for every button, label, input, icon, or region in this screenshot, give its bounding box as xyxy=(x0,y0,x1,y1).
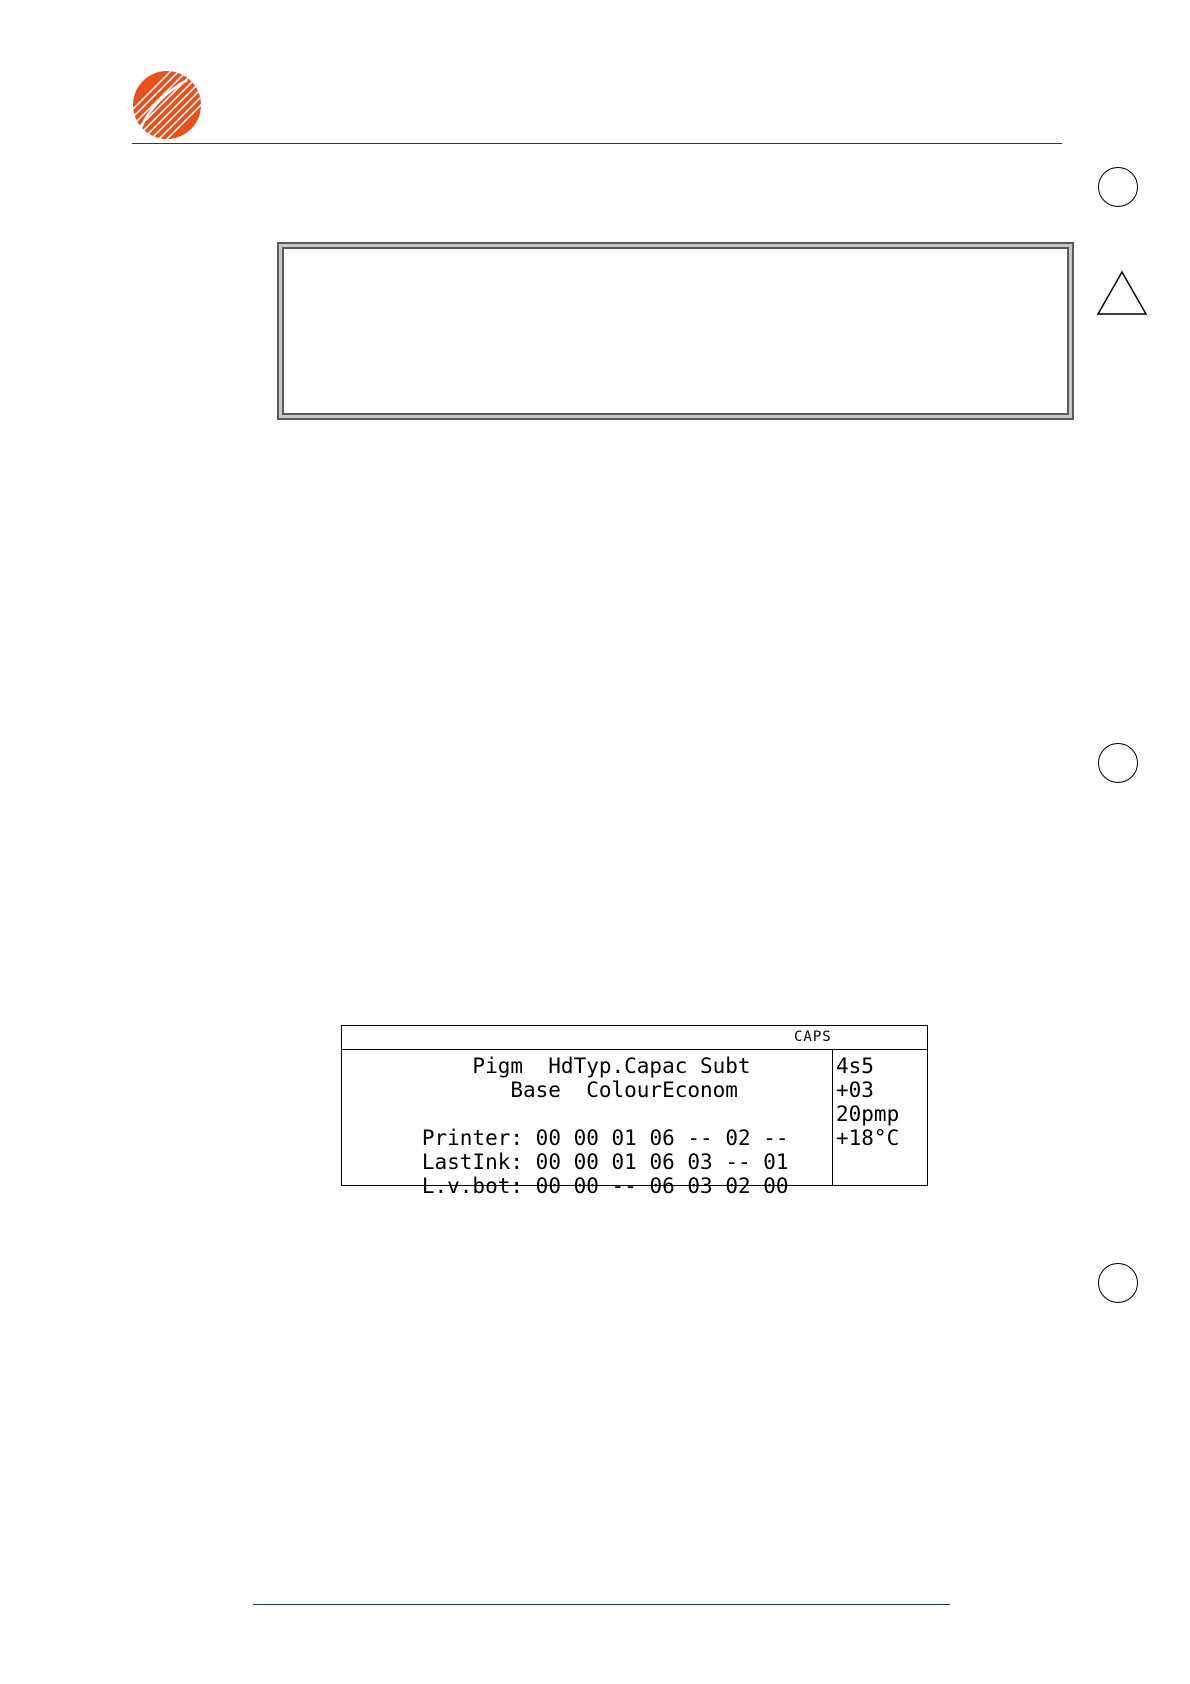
lcd-status-bar xyxy=(342,1026,927,1050)
caps-indicator: CAPS xyxy=(794,1029,832,1045)
notice-box xyxy=(277,242,1074,420)
lcd-row-label: L.v.bot: xyxy=(421,1174,524,1198)
lcd-header-row-2: Base ColourEconom xyxy=(346,1078,738,1102)
lcd-divider xyxy=(832,1049,833,1185)
margin-circle-icon xyxy=(1098,167,1138,207)
lcd-side-rate: 20pmp xyxy=(836,1102,900,1126)
lcd-display xyxy=(341,1025,928,1198)
margin-circle-icon xyxy=(1098,1263,1138,1303)
lcd-row-label: Printer: xyxy=(421,1126,524,1150)
lcd-row-values: 00 00 01 06 03 -- 01 xyxy=(535,1150,789,1174)
lcd-side-speed: 4s5 xyxy=(836,1054,874,1078)
header-rule xyxy=(132,143,1062,144)
company-logo xyxy=(132,70,202,140)
footer-rule xyxy=(253,1604,950,1605)
lcd-header-row-1: Pigm HdTyp.Capac Subt xyxy=(346,1054,751,1078)
lcd-side-offset: +03 xyxy=(836,1078,874,1102)
warning-triangle-icon xyxy=(1096,270,1148,316)
lcd-side-temperature: +18°C xyxy=(836,1126,900,1150)
lcd-row-lvbot xyxy=(346,1150,789,1222)
lcd-row-values: 00 00 -- 06 03 02 00 xyxy=(535,1174,789,1198)
logo-icon xyxy=(132,70,202,140)
margin-circle-icon xyxy=(1098,743,1138,783)
lcd-row-label: LastInk: xyxy=(421,1150,524,1174)
lcd-row-values: 00 00 01 06 -- 02 -- xyxy=(535,1126,789,1150)
